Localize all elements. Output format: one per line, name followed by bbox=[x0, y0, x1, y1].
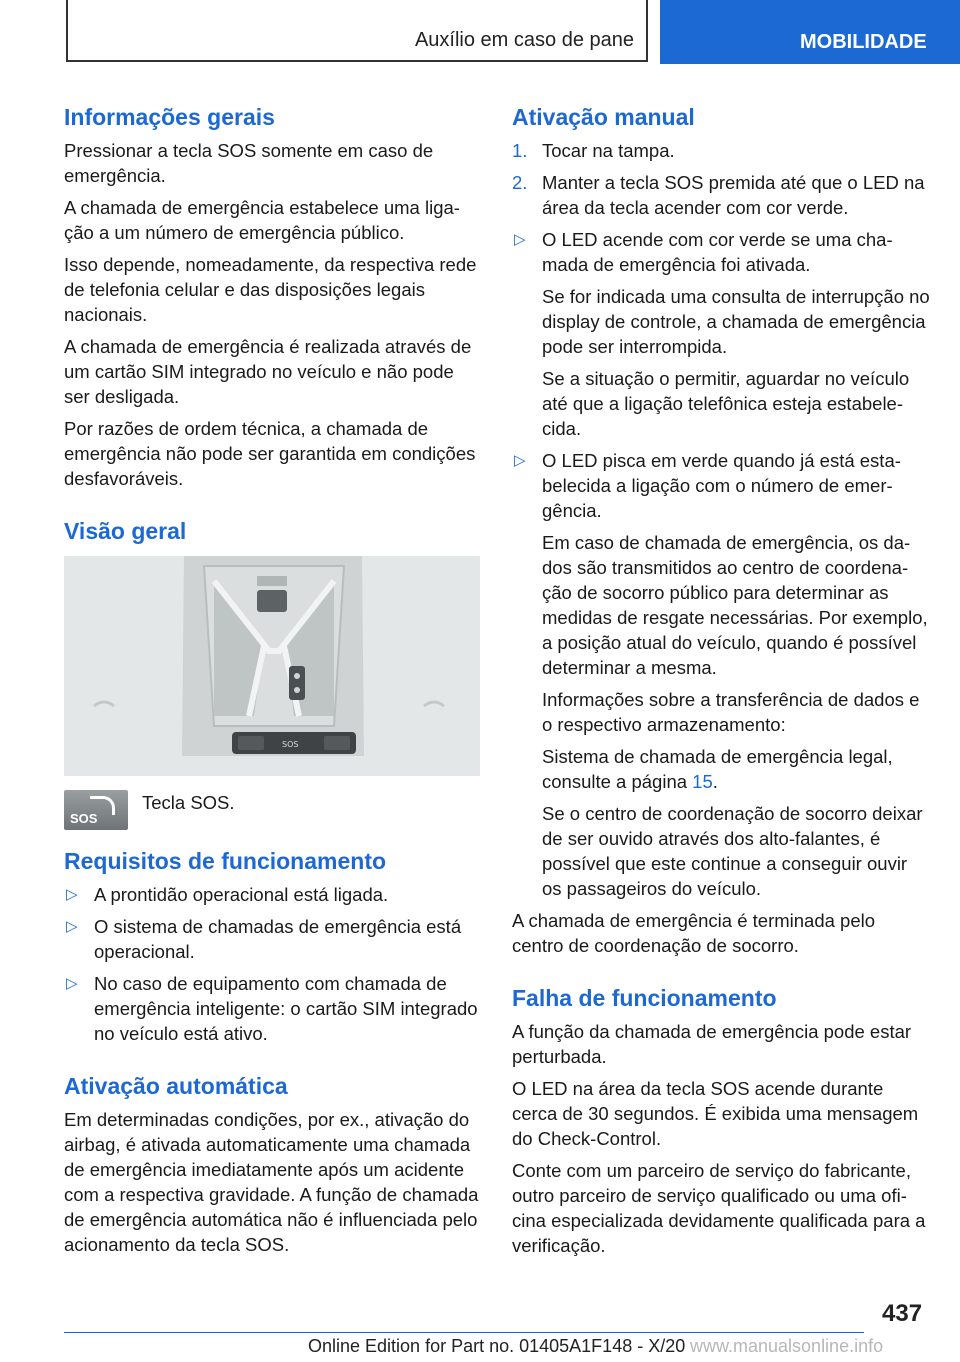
list-item: ▷ A prontidão operacional está ligada. bbox=[66, 884, 389, 905]
left-column bbox=[64, 102, 480, 1264]
list-item: ▷ O sistema de chamadas de emergência está operacional. bbox=[66, 916, 462, 962]
header-frame bbox=[66, 0, 648, 62]
sos-key-icon: SOS bbox=[64, 790, 128, 830]
paragraph: A chamada de emergência estabelece uma ligação a um número de emergência público. bbox=[64, 197, 460, 243]
heading-manual-activation: Ativação manual bbox=[512, 104, 695, 130]
watermark: www.manualsonline.info bbox=[690, 1336, 884, 1356]
right-column bbox=[512, 102, 930, 1265]
paragraph: Informações sobre a transferência de dados e o respectivo armazenamento: bbox=[542, 689, 920, 735]
overhead-console-photo bbox=[64, 556, 480, 776]
paragraph: Sistema de chamada de emergência legal, consulte a página 15. bbox=[542, 746, 893, 792]
section-label: MOBILIDADE bbox=[800, 31, 927, 53]
chapter-title: Auxílio em caso de pane bbox=[414, 29, 634, 51]
overhead-console-illustration bbox=[64, 556, 480, 776]
paragraph: Por razões de ordem técnica, a chamada de emergência não pode ser garantida em condições desfavoráveis. bbox=[64, 418, 476, 489]
requirements-list bbox=[64, 882, 480, 1046]
console-sos-label: SOS bbox=[282, 740, 299, 749]
legend-sos-key bbox=[64, 790, 480, 830]
bullet-triangle-icon: ▷ bbox=[66, 975, 78, 992]
paragraph: Isso depende, nomeadamente, da respectiva rede de telefonia celular e das disposições legais nacionais. bbox=[64, 254, 477, 325]
list-item: 1. Tocar na tampa. bbox=[512, 140, 675, 161]
paragraph: Em caso de chamada de emergência, os dados são transmitidos ao centro de coordenação de socorro público para determinar as medidas de resgate necessárias. Por exemplo, a posição atual do veículo, quando é possível determinar a mesma. bbox=[542, 532, 928, 678]
result-list bbox=[512, 227, 930, 277]
bullet-triangle-icon: ▷ bbox=[514, 231, 526, 248]
list-item: ▷ O LED acende com cor verde se uma chamada de emergência foi ativada. bbox=[514, 229, 893, 275]
section-tab bbox=[660, 0, 960, 64]
heading-overview: Visão geral bbox=[64, 518, 187, 544]
heading-general-info: Informações gerais bbox=[64, 104, 275, 130]
paragraph: O LED na área da tecla SOS acende durante cerca de 30 segundos. É exibida uma mensagem do Check-Control. bbox=[512, 1078, 919, 1149]
edition-label: Online Edition for Part no. 01405A1F148 - X/20 bbox=[308, 1336, 686, 1356]
heading-requirements: Requisitos de funcionamento bbox=[64, 848, 387, 874]
legend-label: Tecla SOS. bbox=[142, 792, 235, 813]
list-item: ▷ No caso de equipamento com chamada de emergência inteligente: o cartão SIM integrado no veículo está ativo. bbox=[66, 973, 478, 1044]
list-item: 2. Manter a tecla SOS premida até que o LED na área da tecla acender com cor verde. bbox=[512, 172, 925, 218]
paragraph: A chamada de emergência é terminada pelo centro de coordenação de socorro. bbox=[512, 910, 876, 956]
paragraph: Se for indicada uma consulta de interrupção no display de controle, a chamada de emergência pode ser interrompida. bbox=[542, 286, 930, 357]
bullet-triangle-icon: ▷ bbox=[514, 452, 526, 469]
heading-auto-activation: Ativação automática bbox=[64, 1073, 288, 1099]
bullet-triangle-icon: ▷ bbox=[66, 918, 78, 935]
page-link[interactable]: 15 bbox=[692, 771, 713, 792]
paragraph: Se o centro de coordenação de socorro deixar de ser ouvido através dos alto-falantes, é possível que este continue a conseguir ouvir os passageiros do veículo. bbox=[542, 803, 923, 899]
result-list bbox=[512, 448, 930, 523]
paragraph: Em determinadas condições, por ex., ativação do airbag, é ativada automaticamente uma chamada de emergência imediatamente após um acidente com a respectiva gravidade. A função de chamada de emergência automática não é influenciada pelo acionamento da tecla SOS. bbox=[64, 1109, 479, 1255]
page-number: 437 bbox=[882, 1300, 923, 1327]
paragraph: A função da chamada de emergência pode estar perturbada. bbox=[512, 1021, 912, 1067]
bullet-triangle-icon: ▷ bbox=[66, 886, 78, 903]
paragraph: Conte com um parceiro de serviço do fabricante, outro parceiro de serviço qualificado ou uma oficina especializada devidamente qualificada para a verificação. bbox=[512, 1160, 926, 1256]
paragraph: A chamada de emergência é realizada através de um cartão SIM integrado no veículo e não pode ser desligada. bbox=[64, 336, 472, 407]
footer-divider bbox=[64, 1332, 864, 1333]
paragraph: Pressionar a tecla SOS somente em caso de emergência. bbox=[64, 140, 434, 186]
paragraph: Se a situação o permitir, aguardar no veículo até que a ligação telefônica esteja estabelecida. bbox=[542, 368, 910, 439]
steps-list bbox=[512, 138, 930, 220]
list-item: ▷ O LED pisca em verde quando já está estabelecida a ligação com o número de emergência. bbox=[514, 450, 901, 521]
heading-malfunction: Falha de funcionamento bbox=[512, 985, 777, 1011]
